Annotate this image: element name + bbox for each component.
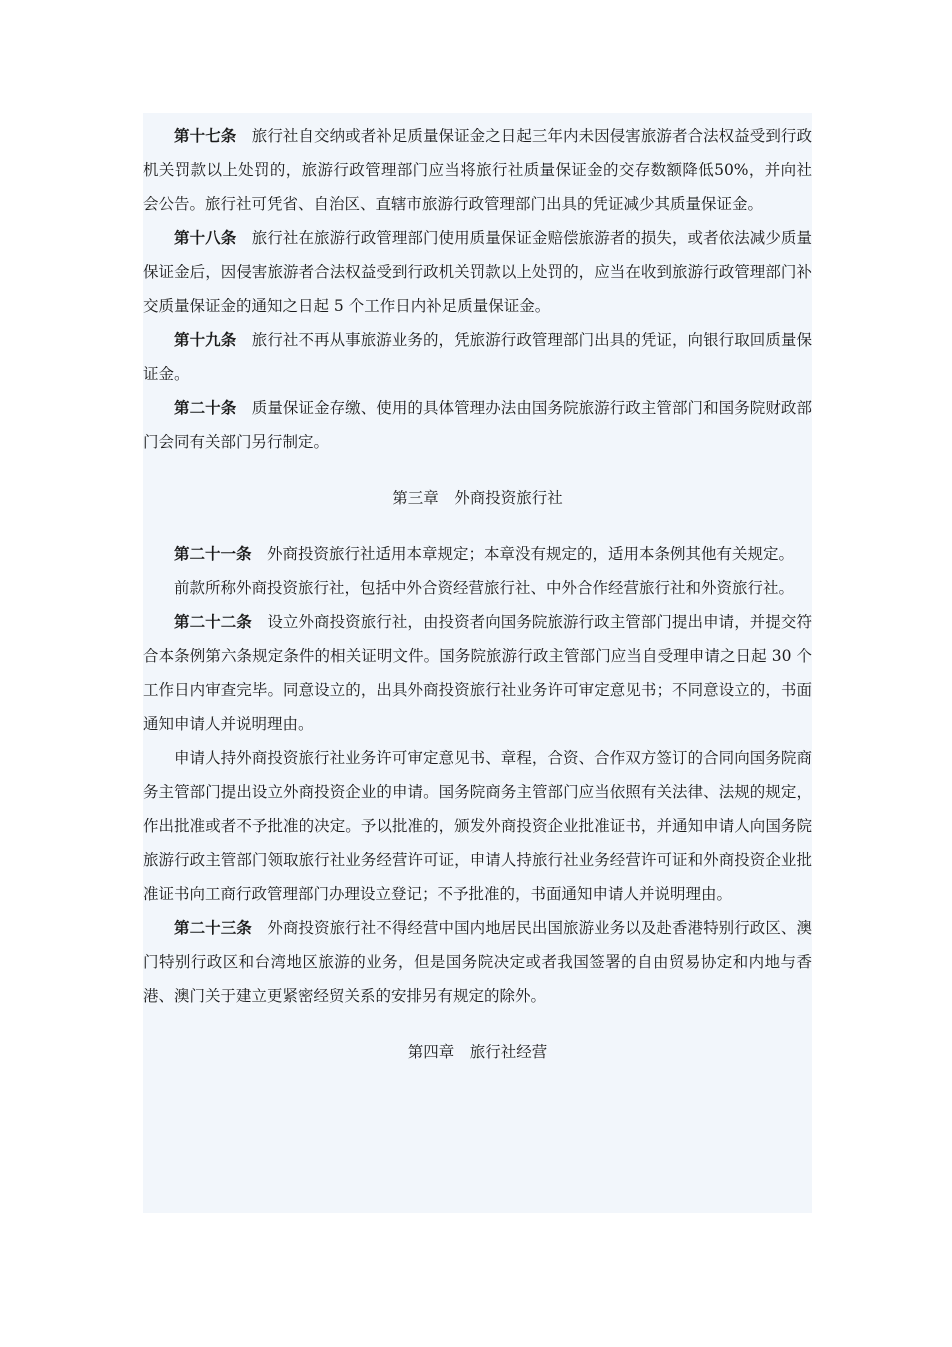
article-22 bbox=[143, 605, 812, 741]
chapter-3-heading: 第三章 外商投资旅行社 bbox=[392, 489, 563, 507]
article-21 bbox=[143, 537, 812, 571]
article-label: 第二十二条 bbox=[174, 612, 252, 631]
article-label: 第二十条 bbox=[174, 398, 237, 417]
article-19 bbox=[143, 323, 812, 391]
article-21-paragraph-2: 前款所称外商投资旅行社，包括中外合资经营旅行社、中外合作经营旅行社和外资旅行社。 bbox=[174, 579, 795, 597]
article-text: 质量保证金存缴、使用的具体管理办法由国务院旅游行政主管部门和国务院财政部门会同有关部门另行制定。 bbox=[143, 399, 812, 451]
article-text: 设立外商投资旅行社，由投资者向国务院旅游行政主管部门提出申请，并提交符合本条例第六条规定条件的相关证明文件。国务院旅游行政主管部门应当自受理申请之日起 30 个工作日内审查完毕。同意设立的，出具外商投资旅行社业务许可审定意见书；不同意设立的，书面通知申请人并说明理由。 bbox=[143, 613, 812, 733]
article-17 bbox=[143, 119, 812, 221]
article-20 bbox=[143, 391, 812, 459]
article-label: 第二十一条 bbox=[174, 544, 252, 563]
article-label: 第十九条 bbox=[174, 330, 237, 349]
article-text: 旅行社不再从事旅游业务的，凭旅游行政管理部门出具的凭证，向银行取回质量保证金。 bbox=[143, 331, 812, 383]
article-22-paragraph-2: 申请人持外商投资旅行社业务许可审定意见书、章程，合资、合作双方签订的合同向国务院商务主管部门提出设立外商投资企业的申请。国务院商务主管部门应当依照有关法律、法规的规定，作出批准或者不予批准的决定。予以批准的，颁发外商投资企业批准证书，并通知申请人向国务院旅游行政主管部门领取旅行社业务经营许可证，申请人持旅行社业务经营许可证和外商投资企业批准证书向工商行政管理部门办理设立登记；不予批准的，书面通知申请人并说明理由。 bbox=[143, 749, 812, 903]
article-text: 旅行社在旅游行政管理部门使用质量保证金赔偿旅游者的损失，或者依法减少质量保证金后，因侵害旅游者合法权益受到行政机关罚款以上处罚的，应当在收到旅游行政管理部门补交质量保证金的通知之日起 5 个工作日内补足质量保证金。 bbox=[143, 229, 812, 315]
article-label: 第十八条 bbox=[174, 228, 237, 247]
article-label: 第二十三条 bbox=[174, 918, 252, 937]
article-text: 外商投资旅行社适用本章规定；本章没有规定的，适用本条例其他有关规定。 bbox=[267, 545, 795, 563]
article-23 bbox=[143, 911, 812, 1013]
article-text: 外商投资旅行社不得经营中国内地居民出国旅游业务以及赴香港特别行政区、澳门特别行政区和台湾地区旅游的业务，但是国务院决定或者我国签署的自由贸易协定和内地与香港、澳门关于建立更紧密经贸关系的安排另有规定的除外。 bbox=[143, 919, 812, 1005]
article-18 bbox=[143, 221, 812, 323]
article-text: 旅行社自交纳或者补足质量保证金之日起三年内未因侵害旅游者合法权益受到行政机关罚款以上处罚的，旅游行政管理部门应当将旅行社质量保证金的交存数额降低50%，并向社会公告。旅行社可凭省、自治区、直辖市旅游行政管理部门出具的凭证减少其质量保证金。 bbox=[143, 127, 812, 213]
article-label: 第十七条 bbox=[174, 126, 237, 145]
document-content bbox=[143, 119, 812, 1091]
chapter-4-heading: 第四章 旅行社经营 bbox=[407, 1043, 548, 1061]
